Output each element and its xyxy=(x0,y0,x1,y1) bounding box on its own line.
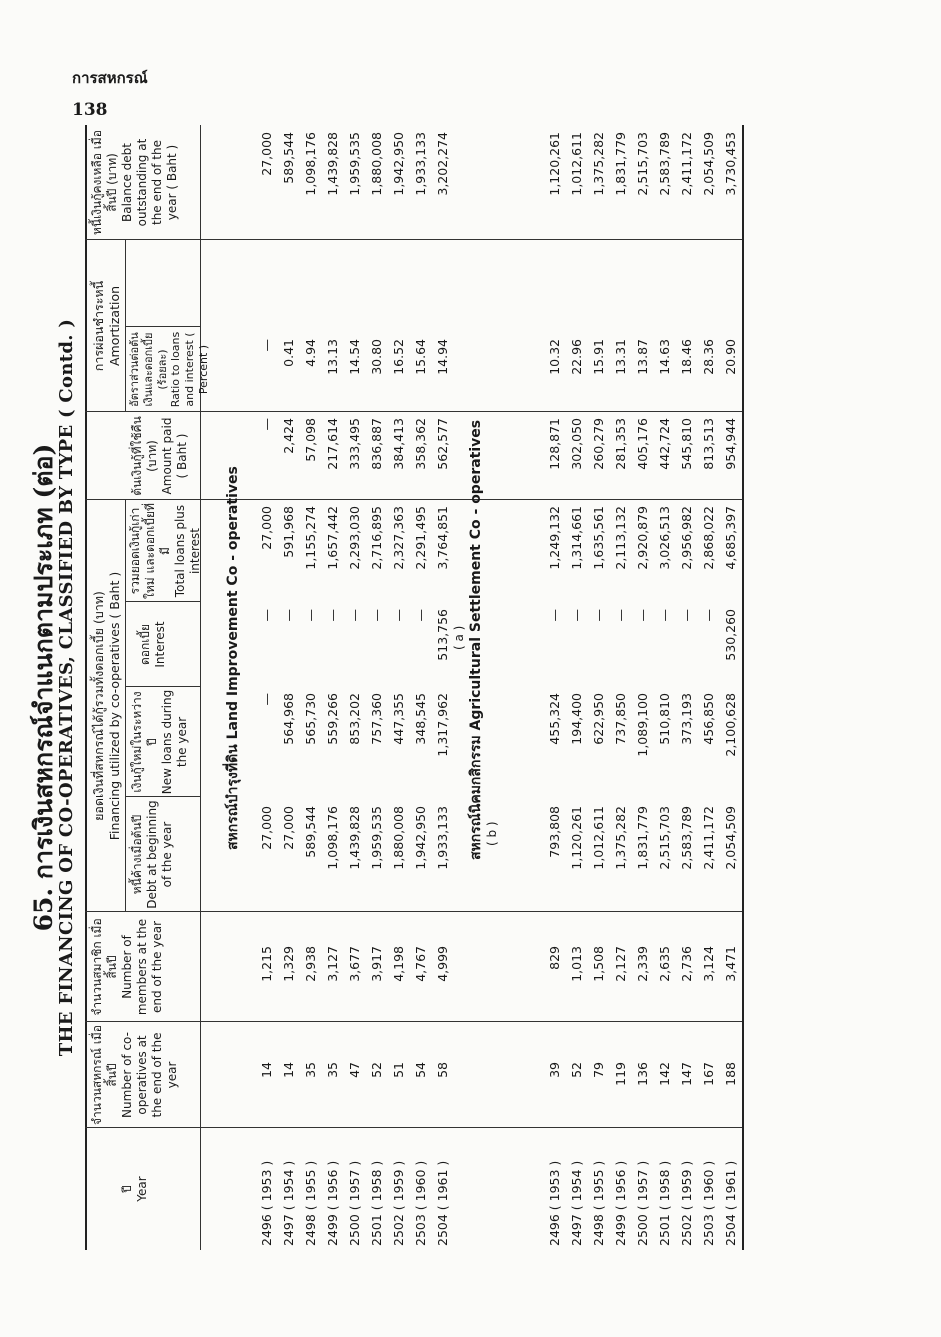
cell-paid: 57,098 xyxy=(303,418,318,462)
cell-ratio: 20.90 xyxy=(723,339,738,375)
cell-members: 3,127 xyxy=(325,946,340,982)
cell-coops: 136 xyxy=(635,1062,650,1086)
cell-paid: 384,413 xyxy=(391,418,406,470)
cell-new-loans: 456,850 xyxy=(701,693,716,745)
cell-balance: 3,730,453 xyxy=(723,132,738,196)
cell-year: 2498 ( 1955 ) xyxy=(591,1160,606,1246)
cell-members: 3,917 xyxy=(369,946,384,982)
table-row xyxy=(566,125,588,1250)
cell-debt-begin: 1,098,176 xyxy=(325,806,340,870)
table-row xyxy=(388,125,410,1250)
financing-subrule xyxy=(125,500,126,912)
cell-balance: 2,054,509 xyxy=(701,132,716,196)
col-header-total: รวมยอดเงินกู้เก่าใหม่ และดอกเบี้ยที่มี Total loans plus interest xyxy=(128,503,202,599)
cell-new-loans: 1,089,100 xyxy=(635,693,650,757)
cell-debt-begin: 1,375,282 xyxy=(613,806,628,870)
cell-balance: 27,000 xyxy=(259,132,274,176)
cell-coops: 188 xyxy=(723,1062,738,1086)
cell-total: 4,685,397 xyxy=(723,506,738,570)
cell-debt-begin: 27,000 xyxy=(259,806,274,850)
col-header-new-loans: เงินกู้ใหม่ในระหว่างปี New loans during the year xyxy=(130,689,189,795)
cell-debt-begin: 27,000 xyxy=(281,806,296,850)
cell-members: 1,508 xyxy=(591,946,606,982)
col-header-interest: ดอกเบี้ย Interest xyxy=(138,621,167,668)
cell-ratio: 14.54 xyxy=(347,339,362,375)
cell-total: 2,716,895 xyxy=(369,506,384,570)
table-title-thai: 65. การเงินสหกรณ์จำแนกตามประเภท (ต่อ) xyxy=(29,443,58,932)
cell-year: 2503 ( 1960 ) xyxy=(413,1160,428,1246)
cell-interest: — xyxy=(347,609,362,622)
cell-members: 3,124 xyxy=(701,946,716,982)
cell-interest: — xyxy=(391,609,406,622)
cell-total: 2,291,495 xyxy=(413,506,428,570)
cell-coops: 52 xyxy=(569,1062,584,1078)
table-row xyxy=(720,125,742,1250)
cell-members: 2,127 xyxy=(613,946,628,982)
cell-members: 2,635 xyxy=(657,946,672,982)
table-row xyxy=(588,125,610,1250)
cell-debt-begin: 1,831,779 xyxy=(635,806,650,870)
cell-paid: 813,513 xyxy=(701,418,716,470)
cell-new-loans: 757,360 xyxy=(369,693,384,745)
cell-ratio: 10.32 xyxy=(547,339,562,375)
cell-members: 1,013 xyxy=(569,946,584,982)
cell-coops: 167 xyxy=(701,1062,716,1086)
cell-coops: 39 xyxy=(547,1062,562,1078)
cell-coops: 35 xyxy=(325,1062,340,1078)
cell-interest: — xyxy=(657,609,672,622)
cell-debt-begin: 1,959,535 xyxy=(369,806,384,870)
cell-paid: 545,810 xyxy=(679,418,694,470)
cell-members: 4,999 xyxy=(435,946,450,982)
cell-year: 2501 ( 1958 ) xyxy=(369,1160,384,1246)
cell-ratio: — xyxy=(259,339,274,352)
col-divider xyxy=(125,686,200,687)
cell-total: 2,113,132 xyxy=(613,506,628,570)
cell-paid: 562,577 xyxy=(435,418,450,470)
cell-ratio: 22.96 xyxy=(569,339,584,375)
table-row xyxy=(410,125,432,1250)
cell-interest: — xyxy=(259,609,274,622)
header-rule xyxy=(200,125,201,1250)
col-header-year: ปี Year xyxy=(120,1176,149,1202)
cell-paid: 405,176 xyxy=(635,418,650,470)
cell-paid: 128,871 xyxy=(547,418,562,470)
section-tag-b: ( b ) xyxy=(485,821,499,846)
cell-debt-begin: 1,933,133 xyxy=(435,806,450,870)
cell-members: 4,767 xyxy=(413,946,428,982)
cell-paid: 358,362 xyxy=(413,418,428,470)
cell-year: 2501 ( 1958 ) xyxy=(657,1160,672,1246)
cell-paid: 217,614 xyxy=(325,418,340,470)
col-header-coops: จำนวนสหกรณ์ เมื่อสิ้นปี Number of co-operatives at the end of the year xyxy=(90,1024,179,1126)
cell-debt-begin: 793,808 xyxy=(547,806,562,858)
cell-balance: 1,942,950 xyxy=(391,132,406,196)
cell-year: 2504 ( 1961 ) xyxy=(435,1160,450,1246)
cell-new-loans: 622,950 xyxy=(591,693,606,745)
cell-debt-begin: 2,054,509 xyxy=(723,806,738,870)
cell-debt-begin: 1,880,008 xyxy=(391,806,406,870)
col-header-balance: หนี้เงินกู้คงเหลือ เมื่อสิ้นปี (บาท) Balance debt outstanding at the end of the year ( Baht ) xyxy=(90,129,179,236)
col-header-members: จำนวนสมาชิก เมื่อสิ้นปี Number of members at the end of the year xyxy=(90,918,164,1016)
cell-interest: — xyxy=(281,609,296,622)
cell-members: 4,198 xyxy=(391,946,406,982)
cell-new-loans: 447,355 xyxy=(391,693,406,745)
cell-new-loans: 559,266 xyxy=(325,693,340,745)
table-row xyxy=(432,125,454,1250)
col-header-amount-paid: ต้นเงินกู้ที่ใช้คืน (บาท) Amount paid ( Baht ) xyxy=(130,416,189,496)
table-row xyxy=(676,125,698,1250)
cell-year: 2500 ( 1957 ) xyxy=(347,1160,362,1246)
cell-total: 1,657,442 xyxy=(325,506,340,570)
cell-new-loans: 737,850 xyxy=(613,693,628,745)
cell-members: 2,736 xyxy=(679,946,694,982)
cell-new-loans: 2,100,628 xyxy=(723,693,738,757)
cell-new-loans: 348,545 xyxy=(413,693,428,745)
table-row xyxy=(654,125,676,1250)
cell-year: 2502 ( 1959 ) xyxy=(679,1160,694,1246)
cell-new-loans: 194,400 xyxy=(569,693,584,745)
cell-paid: 260,279 xyxy=(591,418,606,470)
table-row xyxy=(278,125,300,1250)
cell-interest: — xyxy=(701,609,716,622)
cell-total: 1,155,274 xyxy=(303,506,318,570)
table-title-english: THE FINANCING OF CO-OPERATIVES, CLASSIFIED BY TYPE ( Contd. ) xyxy=(56,318,77,1057)
cell-coops: 35 xyxy=(303,1062,318,1078)
table-row xyxy=(544,125,566,1250)
cell-members: 829 xyxy=(547,946,562,970)
cell-coops: 79 xyxy=(591,1062,606,1078)
cell-debt-begin: 2,583,789 xyxy=(679,806,694,870)
cell-interest: — xyxy=(613,609,628,622)
cell-year: 2496 ( 1953 ) xyxy=(259,1160,274,1246)
cell-interest: — xyxy=(369,609,384,622)
cell-debt-begin: 589,544 xyxy=(303,806,318,858)
cell-paid: 281,353 xyxy=(613,418,628,470)
cell-total: 3,764,851 xyxy=(435,506,450,570)
running-header: การสหกรณ์ xyxy=(72,69,148,87)
cell-ratio: 30.80 xyxy=(369,339,384,375)
cell-paid: 302,050 xyxy=(569,418,584,470)
cell-interest: — xyxy=(679,609,694,622)
cell-year: 2496 ( 1953 ) xyxy=(547,1160,562,1246)
cell-year: 2497 ( 1954 ) xyxy=(281,1160,296,1246)
section-title-agricultural-settlement: สหกรณ์นิคมกสิกรรม Agricultural Settlement Co - operatives xyxy=(468,419,484,860)
cell-balance: 1,959,535 xyxy=(347,132,362,196)
cell-interest: — xyxy=(325,609,340,622)
cell-members: 1,329 xyxy=(281,946,296,982)
cell-total: 1,314,661 xyxy=(569,506,584,570)
table-row xyxy=(632,125,654,1250)
cell-total: 1,635,561 xyxy=(591,506,606,570)
cell-members: 2,339 xyxy=(635,946,650,982)
cell-balance: 2,583,789 xyxy=(657,132,672,196)
cell-balance: 2,411,172 xyxy=(679,132,694,196)
cell-interest: — xyxy=(547,609,562,622)
cell-ratio: 13.31 xyxy=(613,339,628,375)
cell-interest: — xyxy=(303,609,318,622)
cell-debt-begin: 1,012,611 xyxy=(591,806,606,870)
cell-paid: 442,724 xyxy=(657,418,672,470)
cell-balance: 589,544 xyxy=(281,132,296,184)
cell-coops: 58 xyxy=(435,1062,450,1078)
cell-total: 2,956,982 xyxy=(679,506,694,570)
table-row xyxy=(256,125,278,1250)
table-row xyxy=(300,125,322,1250)
cell-ratio: 4.94 xyxy=(303,339,318,367)
cell-new-loans: 373,193 xyxy=(679,693,694,745)
cell-coops: 52 xyxy=(369,1062,384,1078)
cell-members: 2,938 xyxy=(303,946,318,982)
cell-year: 2500 ( 1957 ) xyxy=(635,1160,650,1246)
cell-interest: — xyxy=(569,609,584,622)
cell-total: 27,000 xyxy=(259,506,274,550)
cell-balance: 1,439,828 xyxy=(325,132,340,196)
cell-ratio: 0.41 xyxy=(281,339,296,367)
cell-balance: 1,012,611 xyxy=(569,132,584,196)
cell-balance: 1,933,133 xyxy=(413,132,428,196)
cell-total: 591,968 xyxy=(281,506,296,558)
table-row xyxy=(344,125,366,1250)
cell-ratio: 14.63 xyxy=(657,339,672,375)
cell-coops: 47 xyxy=(347,1062,362,1078)
cell-debt-begin: 1,942,950 xyxy=(413,806,428,870)
cell-debt-begin: 1,120,261 xyxy=(569,806,584,870)
cell-ratio: 14.94 xyxy=(435,339,450,375)
cell-new-loans: — xyxy=(259,693,274,706)
cell-ratio: 15.91 xyxy=(591,339,606,375)
cell-year: 2497 ( 1954 ) xyxy=(569,1160,584,1246)
cell-balance: 3,202,274 xyxy=(435,132,450,196)
cell-coops: 54 xyxy=(413,1062,428,1078)
cell-interest: — xyxy=(635,609,650,622)
cell-members: 1,215 xyxy=(259,946,274,982)
cell-new-loans: 564,968 xyxy=(281,693,296,745)
cell-coops: 14 xyxy=(259,1062,274,1078)
cell-coops: 142 xyxy=(657,1062,672,1086)
table-row xyxy=(698,125,720,1250)
cell-total: 2,327,363 xyxy=(391,506,406,570)
cell-interest: 530,260 xyxy=(723,609,738,661)
section-tag-a: ( a ) xyxy=(452,625,466,650)
cell-ratio: 15.64 xyxy=(413,339,428,375)
bottom-rule xyxy=(742,125,744,1250)
page-number: 138 xyxy=(72,100,108,120)
cell-balance: 2,515,703 xyxy=(635,132,650,196)
cell-coops: 51 xyxy=(391,1062,406,1078)
cell-coops: 119 xyxy=(613,1062,628,1086)
cell-ratio: 18.46 xyxy=(679,339,694,375)
cell-members: 3,677 xyxy=(347,946,362,982)
cell-members: 3,471 xyxy=(723,946,738,982)
cell-paid: 333,495 xyxy=(347,418,362,470)
rotated-table xyxy=(0,125,745,1250)
col-divider xyxy=(125,796,200,797)
cell-balance: 1,120,261 xyxy=(547,132,562,196)
cell-ratio: 13.87 xyxy=(635,339,650,375)
section-title-land-improvement: สหกรณ์บำรุงที่ดิน Land Improvement Co - operatives xyxy=(225,466,241,850)
cell-paid: 954,944 xyxy=(723,418,738,470)
cell-balance: 1,098,176 xyxy=(303,132,318,196)
cell-new-loans: 565,730 xyxy=(303,693,318,745)
cell-paid: 2,424 xyxy=(281,418,296,454)
cell-new-loans: 853,202 xyxy=(347,693,362,745)
top-rule xyxy=(85,125,87,1250)
cell-paid: — xyxy=(259,418,274,431)
cell-paid: 836,887 xyxy=(369,418,384,470)
cell-balance: 1,831,779 xyxy=(613,132,628,196)
cell-debt-begin: 2,411,172 xyxy=(701,806,716,870)
cell-interest: — xyxy=(591,609,606,622)
cell-interest: 513,756 xyxy=(435,609,450,661)
cell-balance: 1,880,008 xyxy=(369,132,384,196)
cell-ratio: 28.36 xyxy=(701,339,716,375)
col-header-ratio: อัตราส่วนต่อต้นเงินและดอกเบี้ย (ร้อยละ) Ratio to loans and interest ( Percent ) xyxy=(128,331,210,408)
table-row xyxy=(610,125,632,1250)
cell-coops: 147 xyxy=(679,1062,694,1086)
col-divider xyxy=(125,601,200,602)
cell-ratio: 13.13 xyxy=(325,339,340,375)
cell-total: 3,026,513 xyxy=(657,506,672,570)
cell-total: 2,293,030 xyxy=(347,506,362,570)
cell-new-loans: 510,810 xyxy=(657,693,672,745)
cell-new-loans: 1,317,962 xyxy=(435,693,450,757)
cell-total: 1,249,132 xyxy=(547,506,562,570)
col-header-debt-begin: หนี้ค้างเมื่อต้นปี Debt at beginning of the year xyxy=(130,800,174,909)
cell-balance: 1,375,282 xyxy=(591,132,606,196)
table-row xyxy=(366,125,388,1250)
cell-year: 2499 ( 1956 ) xyxy=(325,1160,340,1246)
cell-total: 2,868,022 xyxy=(701,506,716,570)
cell-interest: — xyxy=(413,609,428,622)
cell-year: 2498 ( 1955 ) xyxy=(303,1160,318,1246)
cell-new-loans: 455,324 xyxy=(547,693,562,745)
cell-year: 2504 ( 1961 ) xyxy=(723,1160,738,1246)
col-divider xyxy=(125,326,200,327)
table-row xyxy=(322,125,344,1250)
cell-year: 2499 ( 1956 ) xyxy=(613,1160,628,1246)
group-header-financing: ยอดเงินที่สหกรณ์ได้กู้รวมทั้งดอกเบี้ย (บาท) Financing utilized by co-operatives ( Baht ) xyxy=(91,571,123,841)
cell-coops: 14 xyxy=(281,1062,296,1078)
cell-year: 2503 ( 1960 ) xyxy=(701,1160,716,1246)
cell-total: 2,920,879 xyxy=(635,506,650,570)
cell-year: 2502 ( 1959 ) xyxy=(391,1160,406,1246)
cell-debt-begin: 2,515,703 xyxy=(657,806,672,870)
group-header-amortization: การผ่อนชำระหนี้ Amortization xyxy=(91,280,123,372)
cell-debt-begin: 1,439,828 xyxy=(347,806,362,870)
cell-ratio: 16.52 xyxy=(391,339,406,375)
